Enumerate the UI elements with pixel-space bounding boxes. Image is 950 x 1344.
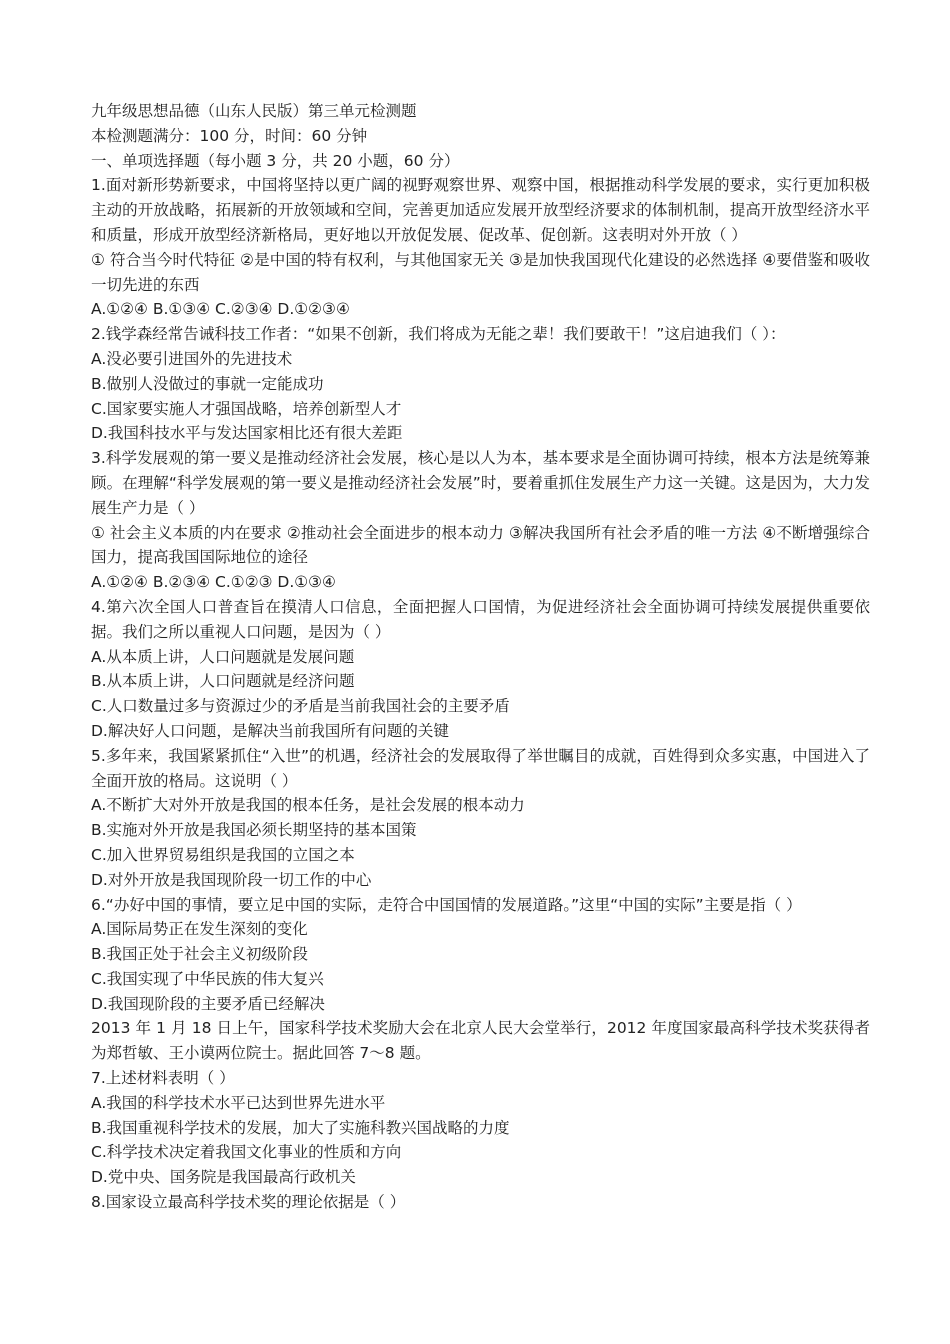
question-8-stem: 8.国家设立最高科学技术奖的理论依据是（ ） [91,1193,406,1212]
question-7-option-b: B.我国重视科学技术的发展，加大了实施科教兴国战略的力度 [91,1118,510,1137]
question-6-option-a: A.国际局势正在发生深刻的变化 [91,920,308,939]
question-3-stem: 3.科学发展观的第一要义是推动经济社会发展，核心是以人为本，基本要求是全面协调可持续，根本方法是统筹兼顾。在理解“科学发展观的第一要义是推动经济社会发展”时，要着重抓住发展生产力这一关键。这是因为，大力发展生产力是（ ） [91,449,870,517]
question-1-options: A.①②④ B.①③④ C.②③④ D.①②③④ [91,300,350,319]
question-6-option-d: D.我国现阶段的主要矛盾已经解决 [91,994,325,1013]
question-2-option-b: B.做别人没做过的事就一定能成功 [91,374,324,393]
question-4-option-d: D.解决好人口问题，是解决当前我国所有问题的关键 [91,721,449,740]
question-2-option-d: D.我国科技水平与发达国家相比还有很大差距 [91,424,403,443]
question-7-option-a: A.我国的科学技术水平已达到世界先进水平 [91,1093,386,1112]
question-5-option-b: B.实施对外开放是我国必须长期坚持的基本国策 [91,821,417,840]
question-5-option-c: C.加入世界贸易组织是我国的立国之本 [91,845,355,864]
doc-info: 本检测题满分：100 分，时间：60 分钟 [91,126,368,145]
question-7-option-d: D.党中央、国务院是我国最高行政机关 [91,1168,356,1187]
question-6-option-b: B.我国正处于社会主义初级阶段 [91,945,309,964]
question-2-stem: 2.钱学森经常告诫科技工作者：“如果不创新，我们将成为无能之辈！我们要敢干！”这启迪我们（ ）： [91,325,786,344]
section-heading: 一、单项选择题（每小题 3 分，共 20 小题，60 分） [91,151,460,170]
material-paragraph: 2013 年 1 月 18 日上午，国家科学技术奖励大会在北京人民大会堂举行，2012 年度国家最高科学技术奖获得者为郑哲敏、王小谟两位院士。据此回答 7～8 题。 [91,1019,870,1063]
question-7-option-c: C.科学技术决定着我国文化事业的性质和方向 [91,1143,402,1162]
question-4-option-c: C.人口数量过多与资源过少的矛盾是当前我国社会的主要矛盾 [91,697,510,716]
question-4-option-b: B.从本质上讲，人口问题就是经济问题 [91,672,355,691]
question-7-stem: 7.上述材料表明（ ） [91,1069,235,1088]
question-3-options: A.①②④ B.②③④ C.①②③ D.①③④ [91,573,336,592]
question-4-stem: 4.第六次全国人口普查旨在摸清人口信息，全面把握人口国情，为促进经济社会全面协调可持续发展提供重要依据。我们之所以重视人口问题，是因为（ ） [91,597,870,641]
question-3-items: ① 社会主义本质的内在要求 ②推动社会全面进步的根本动力 ③解决我国所有社会矛盾的唯一方法 ④不断增强综合国力，提高我国国际地位的途径 [91,523,870,567]
question-2-option-a: A.没必要引进国外的先进技术 [91,349,293,368]
question-6-stem: 6.“办好中国的事情，要立足中国的实际，走符合中国国情的发展道路。”这里“中国的实际”主要是指（ ） [91,895,802,914]
doc-title: 九年级思想品德（山东人民版）第三单元检测题 [91,102,417,120]
question-5-option-a: A.不断扩大对外开放是我国的根本任务，是社会发展的根本动力 [91,796,525,815]
question-1-items: ① 符合当今时代特征 ②是中国的特有权利，与其他国家无关 ③是加快我国现代化建设的必然选择 ④要借鉴和吸收一切先进的东西 [91,250,870,294]
question-2-option-c: C.国家要实施人才强国战略，培养创新型人才 [91,399,402,418]
question-5-stem: 5.多年来，我国紧紧抓住“入世”的机遇，经济社会的发展取得了举世瞩目的成就，百姓得到众多实惠，中国进入了全面开放的格局。这说明（ ） [91,746,870,790]
question-6-option-c: C.我国实现了中华民族的伟大复兴 [91,969,324,988]
question-1-stem: 1.面对新形势新要求，中国将坚持以更广阔的视野观察世界、观察中国，根据推动科学发展的要求，实行更加积极主动的开放战略，拓展新的开放领域和空间，完善更加适应发展开放型经济要求的体制机制，提高开放型经济水平和质量，形成开放型经济新格局，更好地以开放促发展、促改革、促创新。这表明对外开放（ ） [91,176,870,244]
question-5-option-d: D.对外开放是我国现阶段一切工作的中心 [91,870,372,889]
question-4-option-a: A.从本质上讲，人口问题就是发展问题 [91,647,355,666]
